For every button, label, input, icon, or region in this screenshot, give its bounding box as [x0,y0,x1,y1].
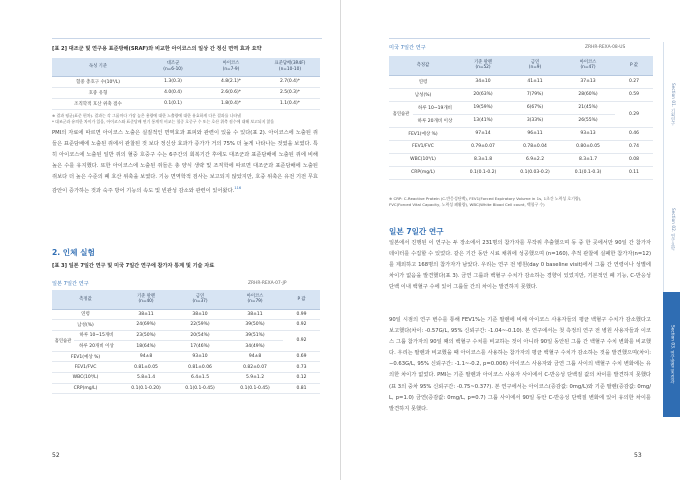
table-row: 하루 20개비 이상 13(41%) 3(33%) 26(55%) [389,114,653,127]
table-caption: 일본 7일간 연구 [52,281,89,287]
table-row: 하루 20개비 이상 18(64%) 17(46%) 34(49%) [52,341,320,352]
table-row: 남성(%) 20(63%) 7(79%) 28(60%) 0.59 [389,88,653,101]
section-tab-1[interactable]: Section 01. 기획연구 [663,42,680,167]
table-notes: ※ CRP: C-Reactive Protein (C-반응성단백), FEV1(Forced Expiratory Volume in 1s, 1초간 노력성 호기량), FVC(Forced Vital Capacity, 노력성 폐활량), WBC(White Blood Cell count, 백혈구 수) [389,196,582,207]
column-header: 아이코스 (n=79) [227,290,283,309]
table-row: 흡연습관 하루 10~15개비 23(50%) 20(54%) 39(51%) 0.92 [52,330,320,341]
table-row: FEV1/FVC 0.81±0.05 0.81±0.06 0.82±0.07 0.73 [52,362,320,373]
reference-mark: 116 [234,186,242,191]
us-study-table [389,56,653,180]
table-header-row [52,290,320,309]
column-header: P 값 [283,290,320,309]
page-number: 53 [634,452,642,459]
table-row: 조직학적 호산 위축 점수 0.1(0.1) 1.8(0.4)* 1.1(0.4)* [52,98,320,109]
section-tab-3[interactable]: Section 03. 연구방법 및 결과 [663,292,680,417]
column-header: 독성 기준 [52,58,144,76]
table-row: CRP(mg/L) 0.1(0.1-0.20) 0.1(0.1-0.45) 0.1(0.1-0.45) 0.81 [52,383,320,394]
header-rule [389,38,650,39]
column-header: 기준 팔렌 (n=52) [457,56,509,75]
table-header-row [389,56,653,75]
column-header: 금연 (n=9) [509,56,561,75]
table-row: CRP(mg/L) 0.1(0.1-0.2) 0.1(0.03-0.2) 0.1(0.1-0.3) 0.11 [389,166,653,179]
body-paragraph: 90일 시점의 연구 변수를 통해 FEV1%는 기준 팔렌에 비해 아이코스 사용자들의 평균 백혈구 수치가 감소했다고 보고했다(차이: -0.57G/L, 95% 신뢰구간: -1.04~-0.10). 본 연구에서는 첫 측정의 연구 전 병원 사용자들과 이코스 그룹 참가자의 90일 째의 백혈구 수치를 비교하는 것이 아니라 90일 동안된 그룹 간 백혈구 수치 변화를 비교했다. 우리는 팔렌과 비교했을 때 아이코스를 사용하는 참가자의 평균 백혈구 수치가 감소하는 것을 발견했으며(차이: −0.63G/L, 95% 신뢰구간: -1.1~-0.2, p=0.006) 아이코스 사용자와 금연 그룹 사이의 백혈구 수치 변화에는 유의한 차이가 없었다. PMI는 기준 팔렌과 아이코스 사용자 사이에서 C-반응성 단백질 값의 차이를 발견하지 못했다(표 3의 중차 95% 신뢰구간: -0.75~0.37?). 본 연구에서는 아이코스(증감값: 0mg/L)와 기준 팔렌(증감값: 0mg/L, p=1.0) 금연(증감값: 0mg/L, p=0.7) 그룹 사이에서 90일 동안 C-반응성 단백질 변화에 있어 유의한 차이를 발견하지 못했다. [389,317,651,412]
body-paragraph: PMI의 자료에 따르면 아이코스 노출은 실질적인 면역효과 표피와 관련이 있을 수 있다(표 2). 아이코스에 노출된 쥐들은 표준담배에 노출된 쥐에서 관찰된 것 보다 정신상 효과가 증가가 거의 75% 더 높게 나타나는 것였을 보였다. 특히 아이코스에 노출된 일반 쥐의 혈중 호중구 수는 6주간의 회복기간 후에도 대조군과 표준담배에 노출된 쥐에 비해 높은 수를 유지했다. 또한 아이코스에 노출된 쥐들은 총 양식 생략 및 조직학에 따르면 대조군과 표준담배에 노출된 쥐보다 더 높은 수준의 폐 호산 위축을 보였다. 기능 면역학적 검사는 보고되지 않았지만, 호중 위축은 유전 기전 무효 감안이 증가하는 것과 숙주 방어 기능의 속도 및 빈관성 감소와 관련이 있어왔다.$^{116}$ [52,130,318,195]
section-heading: 2. 인체 실험 [52,248,95,257]
table-row: WBC(10⁹/L) 8.3±1.8 6.9±2.2 8.3±1.7 0.08 [389,153,653,166]
column-header: 기준 팔렌 (n=40) [119,290,173,309]
table-row: 흡연습관 하루 10~19개비 19(59%) 6(67%) 21(45%) 0.29 [389,101,653,114]
table-row: FEV1(예상 %) 97±14 96±11 93±13 0.46 [389,127,653,140]
header-rule [52,38,322,39]
table-row: 연령 34±10 41±11 37±13 0.27 [389,75,653,88]
body-paragraph: 일본에서 진행된 이 연구는 두 장소에서 231명의 참가자를 무작위 추출했으며 동 중 한 곳에서만 90일 간 참가자 데이터를 수집할 수 있었다. 같은 기간 동안 시료 채취에 성공했으며 (n=160), 추적 관찰에 실패한 참가자(n=12)를 제외하고 168명의 참가자가 남았다. 우리는 연구 전 병원(day 0 baseline visit)에서 그룹 간 연령이나 성별에 차이가 없음을 발견했다(표 3). 금연 그룹과 백혈구 수치가 감소하는 경향이 있었지만, 기본적인 폐 기능, C-반응성 단백 이내 백혈구 수에 있어 그룹들 간의 차이는 발견하지 못했다. [389,240,651,291]
column-header: 측정값 [52,290,119,309]
column-header: 아이코스 (n=47) [561,56,615,75]
page-number: 52 [52,452,60,459]
column-header: 금연 (n=37) [173,290,227,309]
section-heading: 일본 7일간 연구 [389,227,444,236]
table2-title: [표 2] 대조군 및 연구용 표준방해(SRAF)와 비교한 아이코스의 일상 간 정신 면역 효과 요약 [52,46,262,52]
column-header: P 값 [615,56,653,75]
table-row: FEV1(예상 %) 94±8 93±10 94±8 0.69 [52,351,320,362]
column-header: 아이코스 (n=7-9) [202,58,260,76]
column-header: 표준담배(3R4F) (n=10-10) [260,58,320,76]
table-header-row [52,58,320,76]
section-tab-2[interactable]: Section 02. 연구요약 [663,167,680,292]
table-notes: ※ 결과 평균(표준 편차). 결과는 각 그룹마다 가장 높은 용량에 대한 노출량에 대한 유효하게 다른 결과를 나타냄 * 대조군과 유의한 차이가 있음, 아이코스와 표준담배 연기 통계적 비교는 혈중 호중구 수 또는 호산 위축 점수에 대해 보고되지 않음 [52,113,275,124]
table-row: 남성(%) 24(69%) 22(59%) 39(50%) 0.92 [52,320,320,331]
table-caption: 미국 7일간 연구 [389,45,426,51]
study-code: ZRHR-REXA-07-JP [248,281,287,286]
table-row: 호중 유형 4.0(0.4) 2.6(0.6)* 2.5(0.3)* [52,87,320,98]
japan-study-table [52,290,320,394]
study-code: ZRHR-REXA-08-US [585,45,626,50]
table-row: FEV1/FVC 0.79±0.07 0.78±0.04 0.80±0.05 0.74 [389,140,653,153]
column-header: 측정값 [389,56,457,75]
table-row: 혈중 총호구 수(10⁹/L) 1.3(0.3) 4.8(2.1)* 2.7(0.4)* [52,76,320,87]
table3-title: [표 3] 일본 7일간 연구 및 미국 7일간 연구에 참가자 통계 및 기술 자료 [52,263,215,269]
column-header: 대조군 (n=6-10) [144,58,202,76]
toxicity-table [52,58,320,110]
table-row: 연령 38±11 38±10 38±11 0.99 [52,309,320,320]
table-row: WBC(10⁹/L) 5.8±1.4 6.4±1.5 5.9±1.2 0.12 [52,373,320,384]
right-page [340,0,680,480]
